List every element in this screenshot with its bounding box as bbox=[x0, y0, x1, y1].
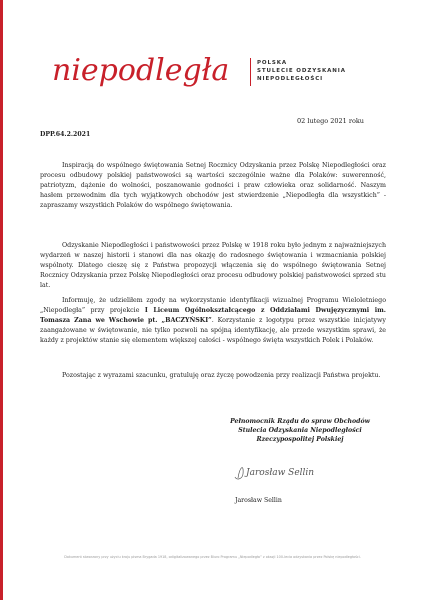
paragraph-4 bbox=[40, 371, 386, 381]
paragraph-3-part2: . Korzystanie z logotypu przez wszystkie inicjatywy zaangażowane w świętowanie, nie tylko pozwoli na spójną identyfikację, ale przede wszystkim sprawi, że każdy z projektów stanie się elementem większej całości - wspólnego święta wszystkich Polek i Polaków. bbox=[40, 317, 386, 344]
signatory-name: Jarosław Sellin bbox=[235, 497, 282, 504]
paragraph-3-text bbox=[40, 296, 386, 346]
paragraph-1-text: Inspiracją do wspólnego świętowania Setnej Rocznicy Odzyskania przez Polskę Niepodległości oraz procesu odbudowy polskiej państwowości są wartości szczególnie ważne dla Polaków: suwerenność, patriotyzm, dążenie do wolności, poszanowanie godności i praw człowieka oraz solidarność. Naszym hasłem przewodnim dla tych wyjątkowych obchodów jest stwierdzenie „Niepodległa dla wszystkich” - zapraszamy wszystkich Polaków do wspólnego świętowania. bbox=[40, 162, 386, 209]
paragraph-3 bbox=[40, 296, 386, 346]
logo-divider bbox=[250, 58, 251, 86]
signatory-title-line-1: Pełnomocnik Rządu do spraw Obchodów bbox=[230, 418, 370, 425]
project-name: I Liceum Ogólnokształcącego z Oddziałami Dwujęzycznymi im. Tomasza Zana we Wschowie pt. „BACZYŃSKI” bbox=[40, 307, 386, 324]
signatory-title bbox=[210, 417, 390, 444]
org-line-1: POLSKA bbox=[257, 60, 288, 66]
organization-name bbox=[257, 59, 346, 83]
logo-text: niepodległa bbox=[52, 53, 230, 88]
niepodlegla-logo bbox=[50, 44, 248, 100]
reference-number: DPP.64.2.2021 bbox=[40, 131, 91, 138]
org-line-2: STULECIE ODZYSKANIA bbox=[257, 68, 346, 74]
paragraph-2 bbox=[40, 241, 386, 291]
paragraph-1 bbox=[40, 161, 386, 211]
paragraph-3-part1: Informuję, że udzieliłem zgody na wykorzystanie identyfikacji wizualnej Programu Wieloletniego „Niepodległa” przy projekcie bbox=[40, 297, 386, 314]
signatory-title-line-3: Rzeczypospolitej Polskiej bbox=[256, 436, 344, 443]
letter-date: 02 lutego 2021 roku bbox=[297, 117, 364, 125]
paragraph-4-text: Pozostając z wyrazami szacunku, gratuluję oraz życzę powodzenia przy realizacji Państwa projektu. bbox=[62, 372, 381, 379]
red-margin-bar bbox=[0, 0, 3, 600]
handwritten-signature bbox=[232, 462, 332, 482]
org-line-3: NIEPODLEGŁOŚCI bbox=[257, 76, 324, 82]
signatory-title-line-2: Stulecia Odzyskania Niepodległości bbox=[238, 427, 362, 434]
signature-text: Jarosław Sellin bbox=[246, 468, 315, 478]
footnote: Dokument stworzony przy użyciu kroju pisma Brygada 1918, odigitalizowanego przez Biuro Programu „Niepodległa” z okazji 100-lecia odzyskania przez Polskę niepodległości. bbox=[64, 555, 361, 559]
paragraph-2-text: Odzyskanie Niepodległości i państwowości przez Polskę w 1918 roku było jednym z najważniejszych wydarzeń w naszej historii i stanowi dla nas okazję do radosnego świętowania i wzmacniania polskiej wspólnoty. Dlatego cieszę się z Państwa propozycji włączenia się do wspólnego świętowania Setnej Rocznicy Odzyskania przez Polskę Niepodległości oraz procesu odbudowy polskiej państwowości sprzed stu lat. bbox=[40, 242, 386, 289]
